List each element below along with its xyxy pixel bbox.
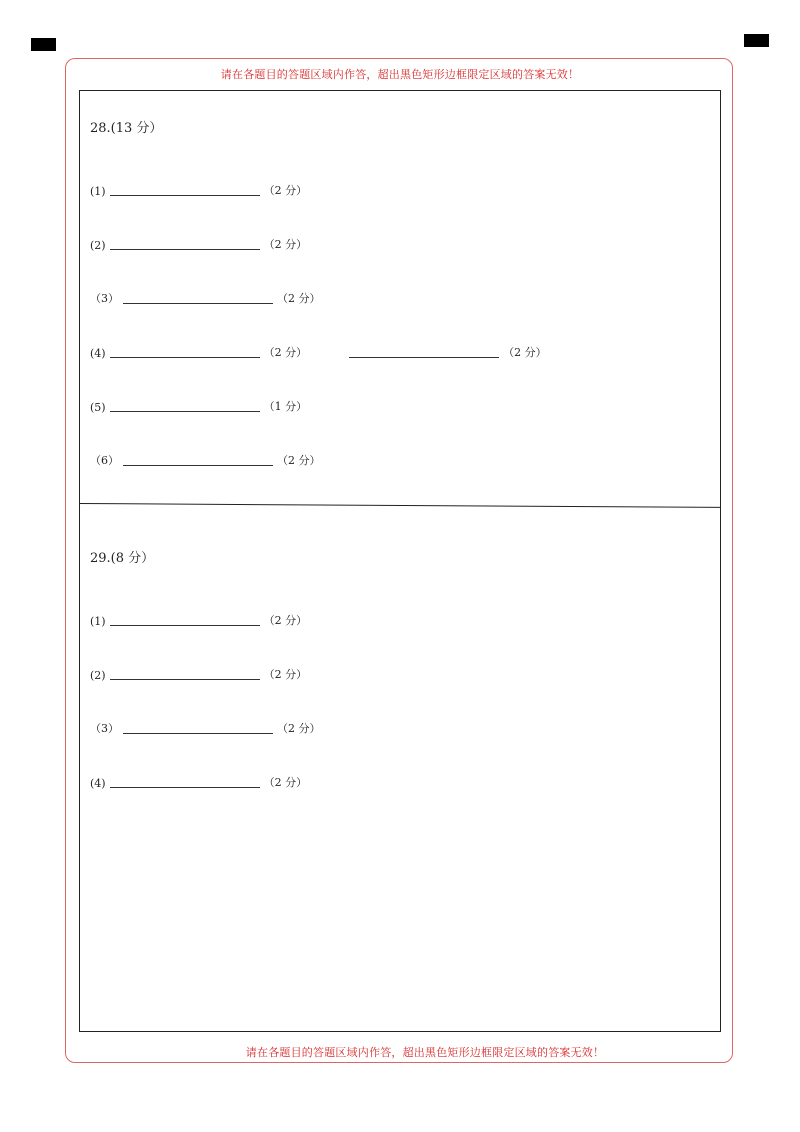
alignment-marker-right [744, 34, 769, 47]
q28-item-3 [90, 290, 321, 306]
item-label: (5) [90, 401, 106, 414]
q29-item-4 [90, 774, 307, 790]
answer-blank[interactable] [110, 615, 260, 626]
answer-blank[interactable] [110, 401, 260, 412]
answer-blank[interactable] [110, 777, 260, 788]
item-score: （2 分） [263, 238, 308, 251]
item-label: (2) [90, 669, 106, 682]
item-label: (1) [90, 615, 106, 628]
alignment-marker-left [31, 38, 56, 51]
answer-blank[interactable] [123, 455, 273, 466]
q29-item-1 [90, 612, 307, 628]
q28-item-2 [90, 236, 307, 252]
answer-blank[interactable] [123, 293, 273, 304]
item-score: （2 分） [263, 184, 308, 197]
item-label: (1) [90, 185, 106, 198]
item-score: （2 分） [263, 346, 308, 359]
item-score: （2 分） [263, 614, 308, 627]
item-label: （6） [90, 454, 119, 467]
item-score-second: （2 分） [503, 346, 547, 359]
answer-blank[interactable] [123, 723, 273, 734]
q28-item-1 [90, 182, 307, 198]
item-label: （3） [90, 292, 119, 305]
q28-item-4 [90, 344, 547, 360]
item-score: （2 分） [263, 776, 308, 789]
answer-blank[interactable] [110, 347, 260, 358]
warning-text-top: 请在各题目的答题区域内作答，超出黑色矩形边框限定区域的答案无效！ [220, 68, 580, 81]
item-score: （2 分） [277, 722, 321, 735]
item-label: (2) [90, 239, 106, 252]
q29-title: 29.(8 分） [90, 551, 155, 566]
answer-area-box [79, 90, 721, 1032]
q29-item-3 [90, 720, 321, 736]
item-score: （2 分） [277, 292, 321, 305]
answer-blank[interactable] [110, 669, 260, 680]
item-score: （1 分） [263, 400, 308, 413]
item-label: (4) [90, 347, 106, 360]
item-label: （3） [90, 722, 119, 735]
q29-item-2 [90, 666, 307, 682]
item-score: （2 分） [263, 668, 308, 681]
answer-blank[interactable] [110, 239, 260, 250]
answer-blank[interactable] [110, 185, 260, 196]
item-score: （2 分） [277, 454, 321, 467]
q28-item-6 [90, 452, 321, 468]
warning-text-bottom: 请在各题目的答题区域内作答，超出黑色矩形边框限定区域的答案无效！ [245, 1046, 605, 1059]
answer-blank-second[interactable] [349, 347, 499, 358]
item-label: (4) [90, 777, 106, 790]
q28-item-5 [90, 398, 307, 414]
q28-title: 28.(13 分） [90, 121, 163, 136]
